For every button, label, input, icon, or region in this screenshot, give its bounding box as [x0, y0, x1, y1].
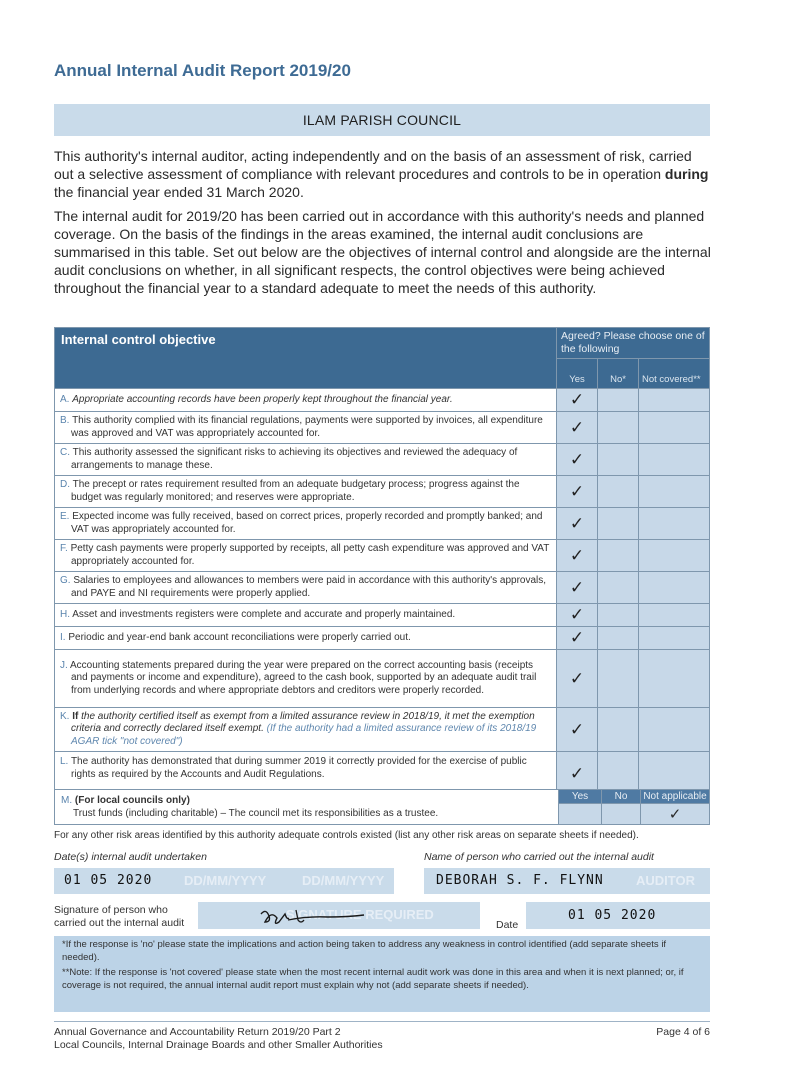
no-checkbox-e[interactable]: [598, 508, 639, 540]
tick-icon: ✓: [569, 390, 585, 409]
no-checkbox-f[interactable]: [598, 540, 639, 572]
agreed-header: Agreed? Please choose one of the following: [557, 328, 710, 359]
audit-date-1: 01 05 2020: [64, 873, 153, 888]
yes-checkbox-g[interactable]: [557, 572, 598, 604]
objective-k: [55, 708, 557, 752]
table-row: [55, 476, 710, 508]
signature-date-field[interactable]: [526, 902, 710, 929]
row-letter: K.: [60, 710, 70, 722]
not-covered-checkbox-i[interactable]: [639, 627, 710, 650]
no-checkbox-k[interactable]: [598, 708, 639, 752]
row-text: Appropriate accounting records have been properly kept throughout the financial year.: [72, 393, 453, 405]
note-not-covered: **Note: If the response is 'not covered' please state when the most recent internal audit work was done in this area and when it is next planned; or, if coverage is not required, the annual internal audit report must explain why not (add separate sheets if needed).: [62, 967, 684, 991]
tick-icon: ✓: [569, 545, 585, 565]
tick-icon: ✓: [668, 806, 682, 823]
footer-left: [54, 1026, 383, 1052]
not-covered-checkbox-h[interactable]: [639, 604, 710, 627]
trust-no-checkbox[interactable]: [602, 804, 641, 825]
intro-paragraph-2: The internal audit for 2019/20 has been carried out in accordance with this authority's needs and planned coverage. On the basis of the findings in the areas examined, the internal audit conclusions are summarised in this table. Set out below are the objectives of internal control and alongside are the internal audit conclusions on whether, in all significant respects, the control objectives were being achieved throughout the financial year to a standard adequate to meet the needs of this authority.: [54, 208, 711, 296]
row-letter: B.: [60, 415, 70, 426]
objective-d: [55, 476, 557, 508]
trust-no-header: No: [602, 790, 641, 804]
yes-column-header: Yes: [557, 359, 598, 389]
row-letter: L.: [60, 756, 69, 767]
audit-date-2-placeholder: DD/MM/YYYY: [184, 873, 267, 888]
table-row: [55, 389, 710, 412]
tick-icon: ✓: [569, 417, 585, 437]
trust-yes-checkbox[interactable]: [559, 804, 602, 825]
yes-checkbox-k[interactable]: [557, 708, 598, 752]
audit-dates-field[interactable]: [54, 868, 394, 894]
table-row: [55, 540, 710, 572]
row-letter: C.: [60, 447, 70, 458]
yes-checkbox-e[interactable]: [557, 508, 598, 540]
table-row: [55, 412, 710, 444]
tick-icon: ✓: [569, 628, 585, 647]
no-checkbox-d[interactable]: [598, 476, 639, 508]
row-text: The precept or rates requirement resulted from an adequate budgetary process; progress against the budget was regularly monitored; and reserves were appropriate.: [71, 479, 520, 503]
trust-na-header: Not applicable: [641, 790, 710, 804]
row-letter: I.: [60, 631, 66, 643]
table-row: [55, 604, 710, 627]
note-no-response: *If the response is 'no' please state the implications and action being taken to address any weakness in control identified (add separate sheets if needed).: [62, 939, 667, 963]
objective-f: [55, 540, 557, 572]
table-row: [55, 508, 710, 540]
intro-p1-text: This authority's internal auditor, acting independently and on the basis of an assessment of risk, carried out a selective assessment of compliance with relevant procedures and controls to be in operation: [54, 148, 692, 182]
objective-j: [55, 650, 557, 708]
row-text: the authority certified itself as exempt from a limited assurance review in 2018/19, it met the exemption criteria and correctly declared itself exempt.: [71, 710, 535, 735]
signature-label-line1: Signature of person who: [54, 904, 168, 916]
tick-icon: ✓: [569, 719, 585, 739]
audit-dates-label: Date(s) internal audit undertaken: [54, 851, 207, 863]
yes-checkbox-b[interactable]: [557, 412, 598, 444]
row-letter: H.: [60, 608, 70, 620]
table-row: [55, 708, 710, 752]
auditor-name-field[interactable]: [424, 868, 710, 894]
row-text: Petty cash payments were properly supported by receipts, all petty cash expenditure was approved and VAT appropriately accounted for.: [70, 543, 550, 567]
no-checkbox-c[interactable]: [598, 444, 639, 476]
objective-b: [55, 412, 557, 444]
signature-label: [54, 904, 184, 930]
yes-checkbox-a[interactable]: [557, 389, 598, 412]
row-letter: E.: [60, 511, 70, 522]
authority-name-field[interactable]: [54, 104, 710, 136]
row-text: This authority complied with its financial regulations, payments were supported by invoices, all expenditure was approved and VAT was appropriately accounted for.: [71, 415, 543, 439]
auditor-name-value: DEBORAH S. F. FLYNN: [436, 873, 604, 888]
signature-mark-icon: [258, 906, 368, 926]
page-title: Annual Internal Audit Report 2019/20: [54, 61, 351, 80]
row-letter: A.: [60, 393, 70, 405]
objective-c: [55, 444, 557, 476]
notes-box: [54, 936, 710, 1012]
table-row: [55, 627, 710, 650]
intro-paragraph-1: [54, 147, 714, 201]
tick-icon: ✓: [569, 668, 585, 688]
intro-p1-bold: during: [664, 166, 709, 182]
yes-checkbox-d[interactable]: [557, 476, 598, 508]
yes-checkbox-i[interactable]: [557, 627, 598, 650]
no-checkbox-g[interactable]: [598, 572, 639, 604]
table-row: [55, 572, 710, 604]
trust-heading: (For local councils only): [74, 795, 190, 806]
not-covered-checkbox-f[interactable]: [639, 540, 710, 572]
signature-field[interactable]: [198, 902, 480, 929]
row-text: Periodic and year-end bank account reconciliations were properly carried out.: [68, 631, 411, 643]
row-text: This authority assessed the significant risks to achieving its objectives and reviewed the adequacy of arrangements to manage these.: [71, 447, 518, 471]
objective-e: [55, 508, 557, 540]
footer-line-2: Local Councils, Internal Drainage Boards and other Smaller Authorities: [54, 1039, 383, 1051]
not-covered-checkbox-b[interactable]: [639, 412, 710, 444]
signature-label-line2: carried out the internal audit: [54, 917, 185, 929]
footer-divider: [54, 1021, 710, 1022]
row-text: Asset and investments registers were complete and accurate and properly maintained.: [72, 608, 456, 620]
yes-checkbox-c[interactable]: [557, 444, 598, 476]
row-letter: M.: [61, 795, 73, 806]
no-checkbox-a[interactable]: [598, 389, 639, 412]
no-checkbox-h[interactable]: [598, 604, 639, 627]
tick-icon: ✓: [569, 763, 585, 783]
objective-m: [55, 790, 559, 825]
signature-placeholder: SIGNATURE REQUIRED: [286, 907, 434, 922]
tick-icon: ✓: [569, 513, 585, 533]
not-covered-checkbox-e[interactable]: [639, 508, 710, 540]
row-letter: D.: [60, 479, 70, 490]
row-text-bold: If: [72, 710, 79, 722]
objective-g: [55, 572, 557, 604]
row-letter: G.: [60, 575, 71, 586]
tick-icon: ✓: [569, 577, 585, 597]
auditor-name-placeholder: AUDITOR: [636, 873, 695, 888]
row-note: (If the authority had a limited assurance review of its 2018/19 AGAR tick "not covered"): [71, 723, 537, 747]
tick-icon: ✓: [569, 449, 585, 469]
not-covered-column-header: Not covered**: [639, 359, 710, 389]
yes-checkbox-h[interactable]: [557, 604, 598, 627]
not-covered-checkbox-d[interactable]: [639, 476, 710, 508]
row-letter: F.: [60, 543, 68, 554]
tick-icon: ✓: [569, 605, 585, 624]
yes-checkbox-f[interactable]: [557, 540, 598, 572]
no-checkbox-i[interactable]: [598, 627, 639, 650]
not-covered-checkbox-g[interactable]: [639, 572, 710, 604]
authority-name: ILAM PARISH COUNCIL: [302, 112, 462, 128]
not-covered-checkbox-j[interactable]: [639, 650, 710, 708]
intro-p1-text-end: the financial year ended 31 March 2020.: [54, 184, 304, 200]
row-text: Salaries to employees and allowances to members were paid in accordance with this authority's approvals, and PAYE and NI requirements were properly applied.: [71, 575, 547, 599]
no-checkbox-j[interactable]: [598, 650, 639, 708]
trust-text: Trust funds (including charitable) – The council met its responsibilities as a trustee.: [73, 808, 439, 819]
audit-date-3-placeholder: DD/MM/YYYY: [302, 873, 385, 888]
objective-i: [55, 627, 557, 650]
tick-icon: ✓: [569, 481, 585, 501]
trust-yes-header: Yes: [559, 790, 602, 804]
not-covered-checkbox-c[interactable]: [639, 444, 710, 476]
trust-funds-table: [54, 789, 710, 825]
row-text: Expected income was fully received, based on correct prices, properly recorded and promptly banked; and VAT was appropriately accounted for.: [71, 511, 543, 535]
not-covered-checkbox-a[interactable]: [639, 389, 710, 412]
table-row: [55, 444, 710, 476]
row-letter: J.: [60, 659, 68, 671]
internal-control-table: [54, 327, 710, 796]
row-text: The authority has demonstrated that during summer 2019 it correctly provided for the exercise of public rights as required by the Accounts and Audit Regulations.: [70, 756, 527, 780]
row-text: Accounting statements prepared during the year were prepared on the correct accounting basis (receipts and payments or income and expenditure), agreed to the cash book, supported by an adequate audit trail from underlying records and where appropriate debtors and creditors were properly recorded.: [70, 659, 537, 696]
objective-h: [55, 604, 557, 627]
page-number: Page 4 of 6: [656, 1026, 710, 1038]
other-risk-statement: For any other risk areas identified by this authority adequate controls existed (list any other risk areas on separate sheets if needed).: [54, 830, 639, 841]
no-checkbox-b[interactable]: [598, 412, 639, 444]
yes-checkbox-j[interactable]: [557, 650, 598, 708]
table-row: [55, 650, 710, 708]
trust-na-checkbox[interactable]: [641, 804, 710, 825]
auditor-name-label: Name of person who carried out the internal audit: [424, 851, 654, 863]
not-covered-checkbox-k[interactable]: [639, 708, 710, 752]
footer-line-1: Annual Governance and Accountability Return 2019/20 Part 2: [54, 1026, 341, 1038]
objective-header: Internal control objective: [55, 328, 557, 389]
signature-date-value: 01 05 2020: [568, 908, 657, 923]
signature-date-label: Date: [496, 919, 519, 931]
no-column-header: No*: [598, 359, 639, 389]
objective-a: [55, 389, 557, 412]
